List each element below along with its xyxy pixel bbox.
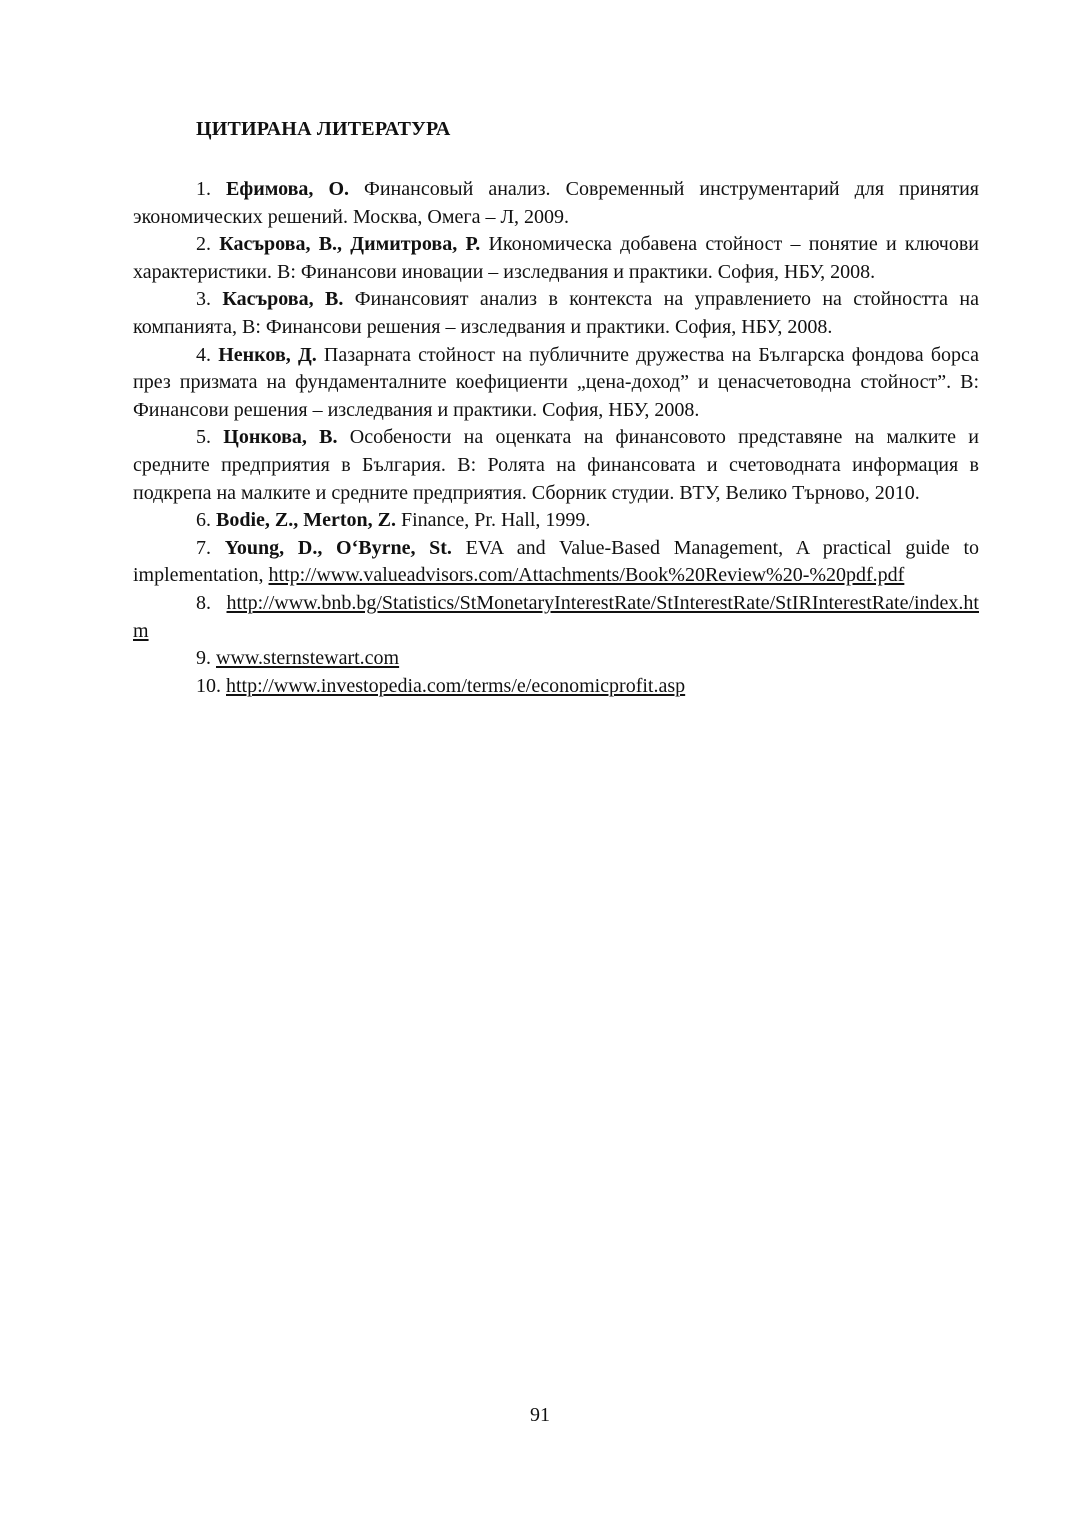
reference-number: 8. xyxy=(196,591,227,614)
reference-number: 3. xyxy=(196,288,223,311)
reference-text: Финансовият анализ в контекста на управлението на стойността на компанията, В: Финансови решения – изследвания и практики. София, НБУ, 2008. xyxy=(133,288,980,338)
reference-authors: Ефимова, О. xyxy=(226,178,350,200)
reference-number: 9. xyxy=(196,647,216,670)
reference-item-3 xyxy=(133,286,979,341)
reference-number: 4. xyxy=(196,343,219,366)
reference-item-7 xyxy=(133,535,979,590)
reference-text: Особености на оценката на финансовото представяне на малките и средните предприятия в България. В: Ролята на финансовата и счетоводната информация в подкрепа на малките и средните предприятия. Сборник студии. ВТУ, Велико Търново, 2010. xyxy=(133,426,979,504)
reference-link[interactable]: http://www.investopedia.com/terms/e/economicprofit.asp xyxy=(226,674,686,697)
reference-authors: Ненков, Д. xyxy=(218,343,317,366)
references-heading: ЦИТИРАНА ЛИТЕРАТУРА xyxy=(196,118,451,140)
reference-item-2 xyxy=(133,231,979,286)
reference-number: 7. xyxy=(196,536,225,559)
reference-item-9 xyxy=(133,645,979,673)
reference-number: 5. xyxy=(196,426,224,449)
reference-text: Икономическа добавена стойност – понятие и ключови характеристики. В: Финансови иновации – изследвания и практики. София, НБУ, 2008. xyxy=(133,233,980,283)
reference-number: 10. xyxy=(196,674,226,697)
reference-text: Пазарната стойност на публичните дружества на Българска фондова борса през призмата на фундаменталните коефициенти „цена-доход” и ценасчетоводна стойност”. В: Финансови решения – изследвания и практики. София, НБУ, 2008. xyxy=(133,343,979,421)
reference-authors: Касърова, В. xyxy=(222,288,344,311)
reference-number: 1. xyxy=(196,178,227,200)
reference-text: Финансовый анализ. Современный инструментарий для принятия экономических решений. Москва, Омега – Л, 2009. xyxy=(133,178,980,228)
reference-number: 6. xyxy=(196,509,216,532)
reference-item-10 xyxy=(133,673,979,701)
reference-number: 2. xyxy=(196,233,220,256)
reference-authors: Bodie, Z., Merton, Z. xyxy=(216,509,396,532)
reference-link[interactable]: http://www.bnb.bg/Statistics/StMonetaryInterestRate/StInterestRate/StIRInterestRate/index.htm xyxy=(133,591,979,642)
references-list xyxy=(133,176,979,700)
reference-item-1 xyxy=(133,176,979,231)
reference-authors: Цонкова, В. xyxy=(223,426,338,449)
reference-text: Finance, Pr. Hall, 1999. xyxy=(396,509,591,532)
reference-item-8 xyxy=(133,590,979,645)
page-number: 91 xyxy=(530,1404,550,1426)
reference-item-4 xyxy=(133,342,979,425)
reference-authors: Касърова, В., Димитрова, Р. xyxy=(219,233,481,256)
reference-link[interactable]: http://www.valueadvisors.com/Attachments/Book%20Review%20-%20pdf.pdf xyxy=(268,564,905,587)
reference-link[interactable]: www.sternstewart.com xyxy=(216,647,400,670)
reference-text: EVA and Value-Based Management, A practical guide to implementation, xyxy=(133,536,980,587)
reference-authors: Young, D., O‘Byrne, St. xyxy=(224,536,452,559)
reference-item-6 xyxy=(133,507,979,535)
reference-item-5 xyxy=(133,424,979,507)
